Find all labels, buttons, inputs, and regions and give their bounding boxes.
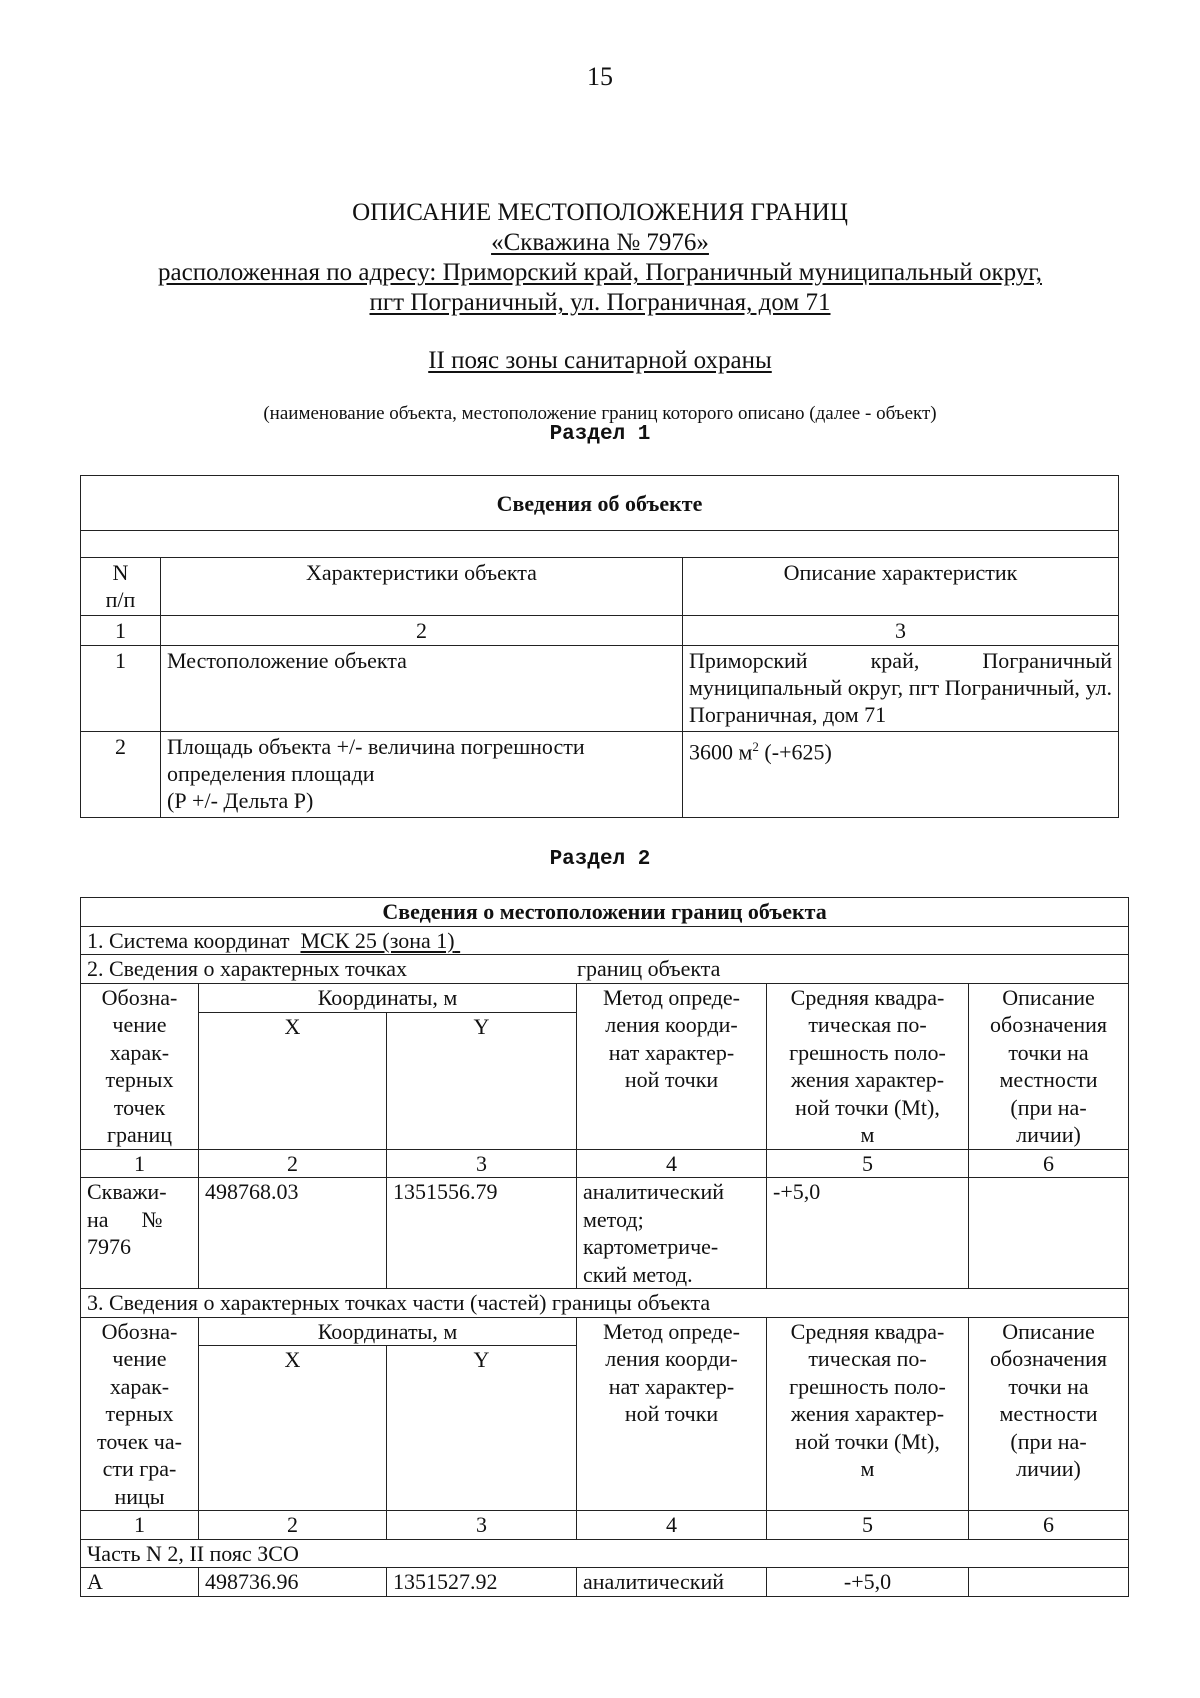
characteristic-name: Местоположение объекта: [161, 646, 683, 732]
section-1-heading: Раздел 1: [549, 423, 651, 446]
table1-colnum-1: 1: [81, 616, 161, 646]
header-designation-part: Обозна- чение харак- терных точек ча- сти гра- ницы: [81, 1317, 199, 1511]
table2-colnum-1: 1: [81, 1149, 199, 1178]
section-2-heading: Раздел 2: [549, 848, 651, 871]
point-x: 498768.03: [199, 1178, 387, 1289]
table2b-colnum-6: 6: [969, 1511, 1129, 1540]
header-error: Средняя квадра- тическая по- грешность поло- жения характер- ной точки (Mt), м: [767, 983, 969, 1149]
point-designation: А: [81, 1568, 199, 1597]
table2-colnum-2: 2: [199, 1149, 387, 1178]
header-description-part: Описание обозначения точки на местности (при на- личии): [969, 1317, 1129, 1511]
characteristic-value: Приморский край, Пограничный муниципальный округ, пгт Пограничный, ул. Пограничная, дом 71: [683, 646, 1119, 732]
coordinate-system-label: 1. Система координат: [87, 927, 290, 953]
point-error: -+5,0: [767, 1178, 969, 1289]
page-number: 15: [587, 62, 613, 91]
point-method: аналитический: [577, 1568, 767, 1597]
header-method-part: Метод опреде- ления коорди- нат характер- ной точки: [577, 1317, 767, 1511]
table1-row: [81, 732, 1119, 818]
object-caption: (наименование объекта, местоположение границ которого описано (далее - объект): [263, 403, 937, 424]
table1-header-characteristics: Характеристики объекта: [161, 558, 683, 616]
object-info-table: [80, 475, 1119, 818]
part-points-label: 3. Сведения о характерных точках части (частей) границы объекта: [81, 1289, 1129, 1318]
table1-colnum-3: 3: [683, 616, 1119, 646]
row-number: 1: [81, 646, 161, 732]
address-line-2: пгт Пограничный, ул. Пограничная, дом 71: [369, 289, 831, 316]
table2b-colnum-5: 5: [767, 1511, 969, 1540]
header-x: X: [199, 1012, 387, 1149]
table2b-colnum-2: 2: [199, 1511, 387, 1540]
characteristic-value: [683, 732, 1119, 818]
point-designation: Скважи- на № 7976: [81, 1178, 199, 1289]
header-y: Y: [387, 1012, 577, 1149]
row-number: 2: [81, 732, 161, 818]
header-description: Описание обозначения точки на местности (при на- личии): [969, 983, 1129, 1149]
table1-title: Сведения об объекте: [81, 476, 1119, 531]
table2b-colnum-1: 1: [81, 1511, 199, 1540]
table2-title: Сведения о местоположении границ объекта: [81, 898, 1129, 927]
table2b-colnum-4: 4: [577, 1511, 767, 1540]
boundary-location-table: [80, 897, 1129, 1597]
point-y: 1351527.92: [387, 1568, 577, 1597]
header-y-part: Y: [387, 1346, 577, 1511]
table2-colnum-5: 5: [767, 1149, 969, 1178]
table2b-colnum-3: 3: [387, 1511, 577, 1540]
zone-title: II пояс зоны санитарной охраны: [428, 347, 772, 374]
coordinate-system-row: [81, 926, 1129, 955]
header-method: Метод опреде- ления коорди- нат характер- ной точки: [577, 983, 767, 1149]
point-method: аналитический метод; картометриче- ский метод.: [577, 1178, 767, 1289]
table1-empty-row: [81, 531, 1119, 558]
header-error-part: Средняя квадра- тическая по- грешность поло- жения характер- ной точки (Mt), м: [767, 1317, 969, 1511]
part-name: Часть N 2, II пояс ЗСО: [81, 1539, 1129, 1568]
table1-header-n: N п/п: [81, 558, 161, 616]
table1-row: [81, 646, 1119, 732]
table2-colnum-3: 3: [387, 1149, 577, 1178]
points-label-boundary: границ объекта: [577, 956, 721, 981]
characteristic-name: Площадь объекта +/- величина погрешности определения площади (Р +/- Дельта Р): [161, 732, 683, 818]
table-row: [81, 1568, 1129, 1597]
table1-header-description: Описание характеристик: [683, 558, 1119, 616]
table2-colnum-4: 4: [577, 1149, 767, 1178]
header-designation: Обозна- чение харак- терных точек границ: [81, 983, 199, 1149]
table2-colnum-6: 6: [969, 1149, 1129, 1178]
characteristic-points-row: [81, 955, 1129, 984]
point-error: -+5,0: [767, 1568, 969, 1597]
document-title: ОПИСАНИЕ МЕСТОПОЛОЖЕНИЯ ГРАНИЦ: [352, 199, 848, 226]
table1-colnum-2: 2: [161, 616, 683, 646]
point-y: 1351556.79: [387, 1178, 577, 1289]
area-value: 3600 м: [689, 739, 753, 765]
point-x: 498736.96: [199, 1568, 387, 1597]
header-coordinates: Координаты, м: [199, 983, 577, 1012]
header-coordinates-part: Координаты, м: [199, 1317, 577, 1346]
object-name: «Скважина № 7976»: [491, 229, 709, 256]
area-unit-power: 2: [752, 739, 759, 754]
area-error: (-+625): [758, 739, 832, 765]
address-line-1: расположенная по адресу: Приморский край, Пограничный муниципальный округ,: [158, 259, 1042, 286]
header-x-part: X: [199, 1346, 387, 1511]
points-label: 2. Сведения о характерных точках: [87, 956, 408, 981]
point-description: [969, 1178, 1129, 1289]
coordinate-system-value: МСК 25 (зона 1): [300, 927, 455, 953]
point-description: [969, 1568, 1129, 1597]
table-row: [81, 1178, 1129, 1289]
